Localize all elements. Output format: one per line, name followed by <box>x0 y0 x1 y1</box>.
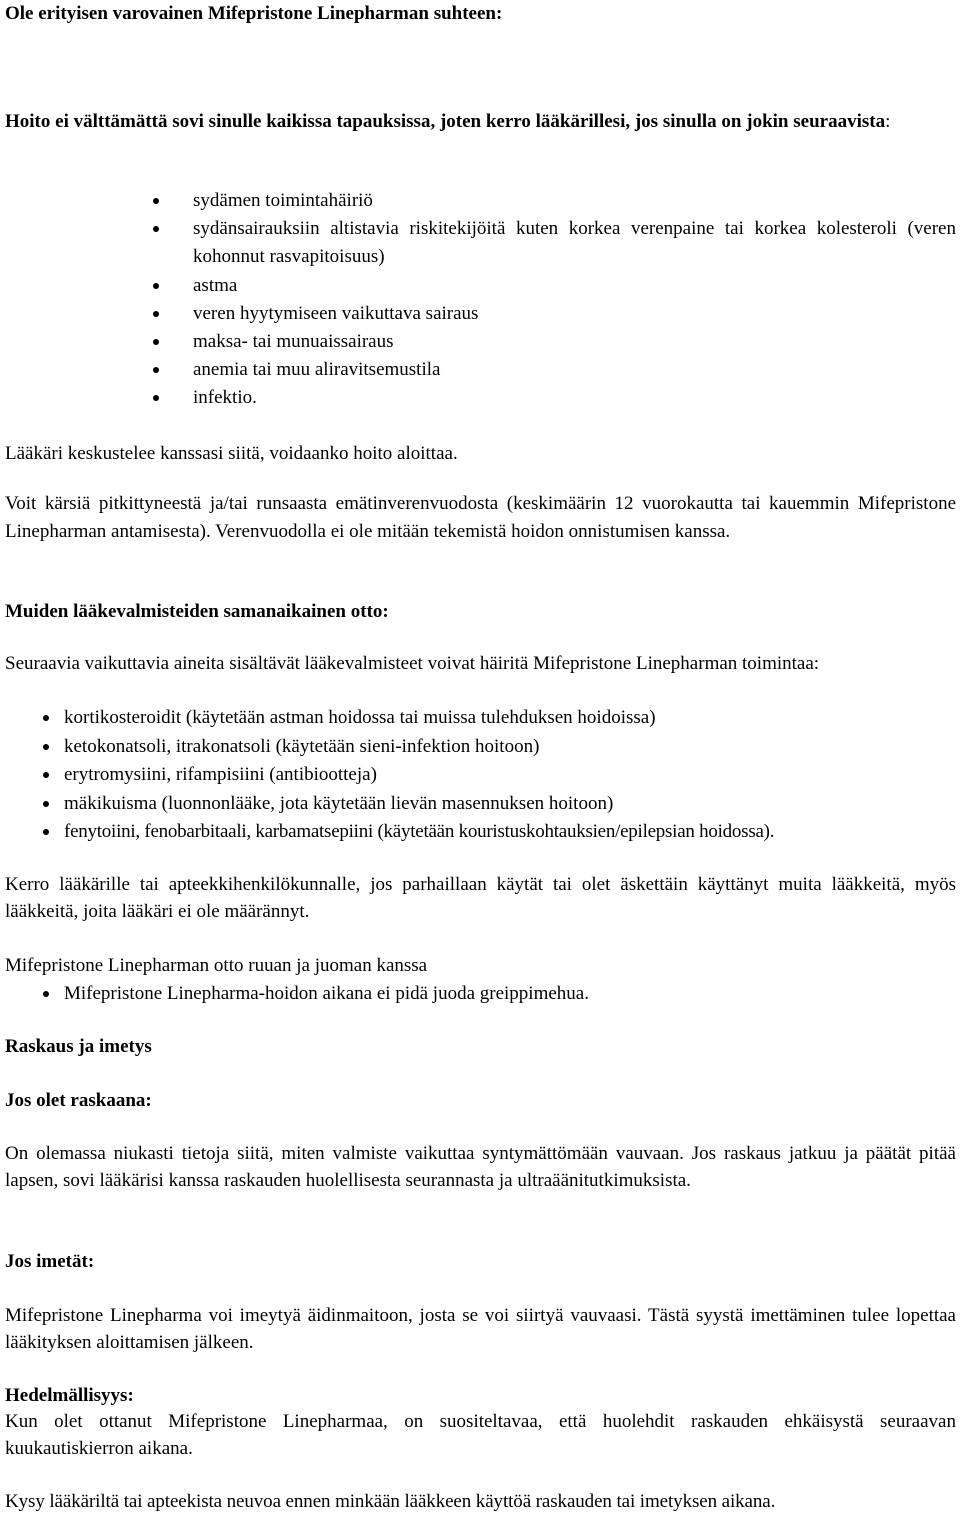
fertility-heading: Hedelmällisyys: <box>5 1385 134 1406</box>
list-item <box>64 790 956 819</box>
list-item <box>64 733 956 762</box>
section-heading-food: Mifepristone Linepharman otto ruuan ja juoman kanssa <box>5 955 428 976</box>
precautions-intro-text: Hoito ei välttämättä sovi sinulle kaikissa tapauksissa, joten kerro lääkärillesi, jos sinulla on jokin seuraavista <box>5 111 886 132</box>
list-item <box>64 761 956 790</box>
condition-text: sydämen toimintahäiriö <box>193 190 373 211</box>
condition-text: infektio. <box>193 387 257 409</box>
condition-text: maksa- tai munuaissairaus <box>193 331 394 353</box>
condition-text: anemia tai muu aliravitsemustila <box>193 359 441 381</box>
bullet-icon <box>43 801 49 807</box>
drug-text: ketokonatsoli, itrakonatsoli (käytetään sieni-infektion hoitoon) <box>64 735 540 757</box>
precautions-intro-colon: : <box>885 111 891 132</box>
bullet-icon <box>43 744 49 750</box>
bullet-icon <box>153 395 159 401</box>
discussion-text: Lääkäri keskustelee kanssasi siitä, voidaanko hoito aloittaa. <box>5 443 458 464</box>
bullet-icon <box>153 198 159 204</box>
fertility-text: Kun olet ottanut Mifepristone Linepharmaa, on suositeltavaa, että huolehdit raskauden ehkäisystä seuraavan kuukautiskierron aikana. <box>5 1411 956 1459</box>
condition-text: veren hyytymiseen vaikuttava sairaus <box>193 302 479 324</box>
list-item <box>193 356 956 384</box>
drug-text: kortikosteroidit (käytetään astman hoidossa tai muissa tulehduksen hoidoissa) <box>64 707 656 728</box>
breastfeeding-text: Mifepristone Linepharma voi imeytyä äidinmaitoon, josta se voi siirtyä vauvaasi. Tästä syystä imettäminen tulee lopettaa lääkityksen aloittamisen jälkeen. <box>5 1305 956 1353</box>
advice-text: Kysy lääkäriltä tai apteekista neuvoa ennen minkään lääkkeen käyttöä raskauden tai imetyksen aikana. <box>5 1491 776 1512</box>
breastfeeding-heading: Jos imetät: <box>5 1251 95 1272</box>
interactions-intro: Seuraavia vaikuttavia aineita sisältävät lääkevalmisteet voivat häiritä Mifepristone Linepharman toimintaa: <box>5 653 820 674</box>
condition-text: astma <box>193 274 238 296</box>
list-item <box>193 384 956 412</box>
list-item <box>193 187 956 215</box>
drugs-list <box>64 704 956 847</box>
food-list <box>64 980 956 1007</box>
food-text: Mifepristone Linepharma-hoidon aikana ei pidä juoda greippimehua. <box>64 983 589 1004</box>
bullet-icon <box>43 991 49 997</box>
drug-text: mäkikuisma (luonnonlääke, jota käytetään lievän masennuksen hoitoon) <box>64 792 614 814</box>
section-heading-interactions: Muiden lääkevalmisteiden samanaikainen otto: <box>5 601 389 622</box>
pregnant-heading: Jos olet raskaana: <box>5 1090 152 1111</box>
bullet-icon <box>153 339 159 345</box>
tell-doctor-text: Kerro lääkärille tai apteekkihenkilökunnalle, jos parhaillaan käytät tai olet äskettäin käyttänyt muita lääkkeitä, myös lääkkeitä, joita lääkäri ei ole määrännyt. <box>5 874 956 922</box>
section-heading-precautions: Ole erityisen varovainen Mifepristone Linepharman suhteen: <box>5 3 503 24</box>
bullet-icon <box>43 772 49 778</box>
bullet-icon <box>43 829 49 835</box>
list-item <box>64 818 956 847</box>
condition-text: sydänsairauksiin altistavia riskitekijöitä kuten korkea verenpaine tai korkea kolesteroli (veren kohonnut rasvapitoisuus) <box>193 218 956 268</box>
list-item <box>64 980 956 1007</box>
section-heading-pregnancy: Raskaus ja imetys <box>5 1036 152 1057</box>
bullet-icon <box>153 311 159 317</box>
list-item <box>64 704 956 733</box>
bullet-icon <box>153 283 159 289</box>
pregnant-text: On olemassa niukasti tietoja siitä, miten valmiste vaikuttaa syntymättömään vauvaan. Jos raskaus jatkuu ja päätät pitää lapsen, sovi lääkärisi kanssa raskauden huolellisesta seurannasta ja ultraäänitutkimuksista. <box>5 1143 956 1191</box>
list-item <box>193 272 956 300</box>
bullet-icon <box>43 715 49 721</box>
bullet-icon <box>153 226 159 232</box>
precautions-intro <box>5 108 956 136</box>
list-item <box>193 300 956 328</box>
drug-text: erytromysiini, rifampisiini (antibiootteja) <box>64 764 377 786</box>
bleeding-text: Voit kärsiä pitkittyneestä ja/tai runsaasta emätinverenvuodosta (keskimäärin 12 vuorokautta tai kauemmin Mifepristone Linepharman antamisesta). Verenvuodolla ei ole mitään tekemistä hoidon onnistumisen kanssa. <box>5 493 956 542</box>
drug-text: fenytoiini, fenobarbitaali, karbamatsepiini (käytetään kouristuskohtauksien/epilepsian hoidossa). <box>64 821 775 843</box>
bullet-icon <box>153 367 159 373</box>
conditions-list <box>193 187 956 413</box>
list-item <box>193 328 956 356</box>
list-item <box>193 215 956 271</box>
